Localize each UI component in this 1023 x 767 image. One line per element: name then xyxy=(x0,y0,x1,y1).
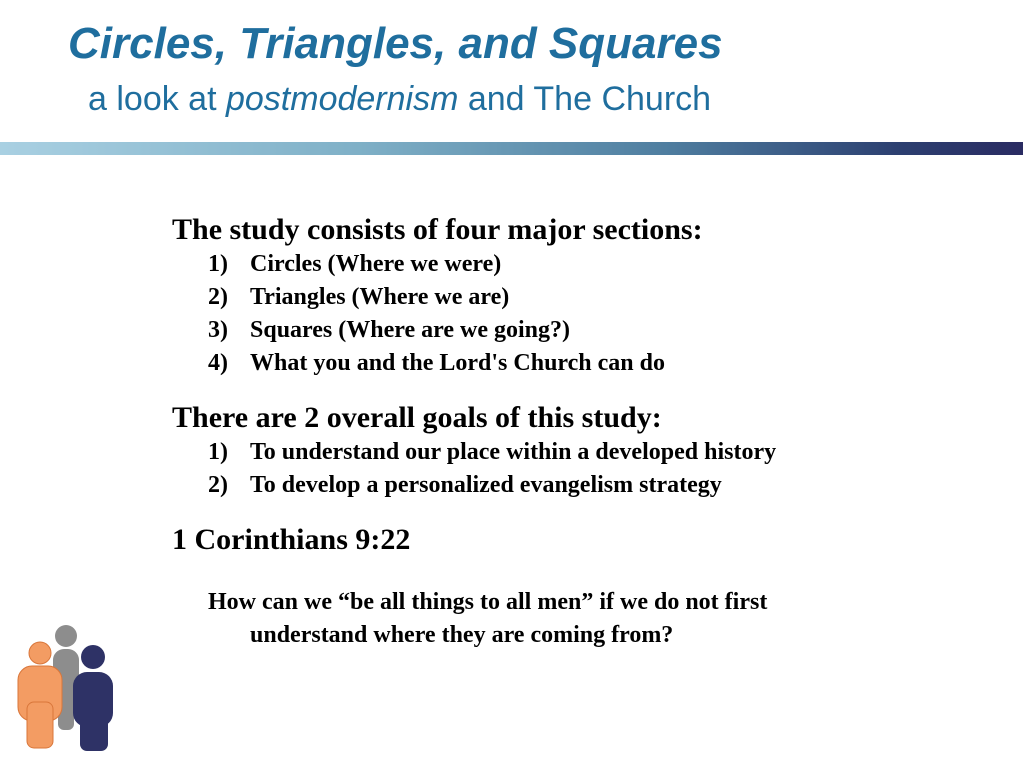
list-item xyxy=(172,281,972,314)
list-text: What you and the Lord's Church can do xyxy=(250,350,665,376)
list-item xyxy=(172,314,972,347)
sections-heading: The study consists of four major sections: xyxy=(172,213,703,246)
goals-heading: There are 2 overall goals of this study: xyxy=(172,401,662,434)
list-item xyxy=(172,347,972,380)
title-divider xyxy=(0,142,1023,155)
list-text: Triangles (Where we are) xyxy=(250,284,510,310)
verse-reference: 1 Corinthians 9:22 xyxy=(172,523,411,556)
list-item xyxy=(172,436,972,469)
list-number: 2) xyxy=(208,472,228,498)
list-number: 3) xyxy=(208,317,228,343)
subtitle-prefix: a look at xyxy=(88,80,226,118)
list-number: 1) xyxy=(208,251,228,277)
list-number: 4) xyxy=(208,350,228,376)
list-number: 1) xyxy=(208,439,228,465)
closing-question xyxy=(172,586,972,652)
question-line-1: How can we “be all things to all men” if we do not first xyxy=(208,589,768,615)
people-group-icon xyxy=(12,622,122,757)
sections-list xyxy=(172,248,972,380)
goals-list xyxy=(172,436,972,502)
slide-subtitle xyxy=(88,82,711,116)
subtitle-emphasis: postmodernism xyxy=(225,80,459,118)
slide-body xyxy=(172,212,972,652)
slide-title: Circles, Triangles, and Squares xyxy=(68,19,723,68)
list-text: Squares (Where are we going?) xyxy=(250,317,570,343)
list-number: 2) xyxy=(208,284,228,310)
list-item xyxy=(172,469,972,502)
list-text: Circles (Where we were) xyxy=(250,251,502,277)
list-text: To develop a personalized evangelism strategy xyxy=(250,472,722,498)
question-line-2: understand where they are coming from? xyxy=(250,622,674,648)
list-text: To understand our place within a developed history xyxy=(250,439,777,465)
list-item xyxy=(172,248,972,281)
subtitle-suffix: and The Church xyxy=(458,80,712,118)
